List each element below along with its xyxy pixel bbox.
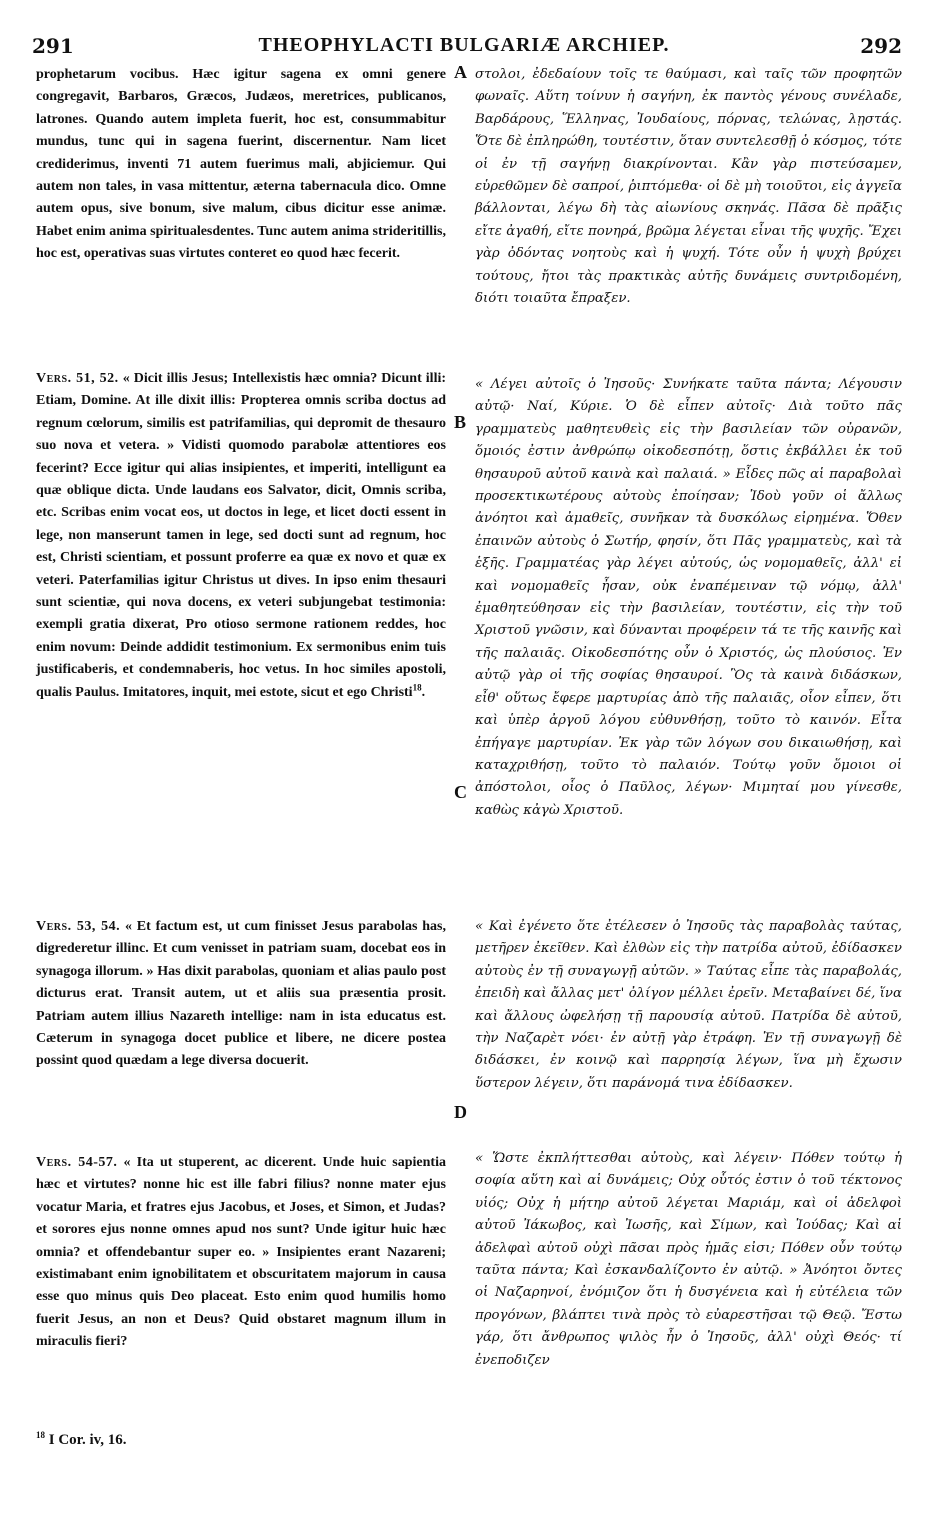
greek-paragraph-3: « Καὶ ἐγένετο ὅτε ἐτέλεσεν ὁ Ἰησοῦς τὰς παραβολὰς ταύτας, μετῆρεν ἐκεῖθεν. Καὶ ἐλθὼν εἰς τὴν πατρίδα αὐτοῦ, ἐδίδασκεν αὐτοὺς ἐν τῇ συναγωγῇ αὐτῶν. » Ταύτας εἶπε τὰς παραβολάς, ἐπειδὴ καὶ ἄλλας μετ' ὀλίγον μέλλει ἐρεῖν. Μεταβαίνει δέ, ἵνα καὶ ἄλλους ὠφελήσῃ τῇ παρουσίᾳ αὐτοῦ. Πατρίδα δὲ αὐτοῦ, τὴν Ναζαρὲτ νόει· ἐν αὐτῇ γὰρ ἐτράφη. Ἐν τῇ συναγωγῇ δὲ διδάσκει, ἐν κοινῷ καὶ παρρησίᾳ λέγων, ἵνα μὴ ἔχωσιν ὕστερον λέγειν, ὅτι παράνομά τινα ἐδίδασκεν. — [475, 919, 902, 1091]
running-header — [22, 34, 906, 60]
latin-paragraph-3 — [36, 916, 446, 1073]
footnote-text: I Cor. iv, 16. — [48, 1432, 127, 1448]
latin-paragraph-3-text: « Et factum est, ut cum finisset Jesus parabolas has, digrederetur illinc. Et cum venisset in patriam suam, docebat eos in synagoga illorum. » Has dixit parabolas, quoniam et alias paulo post dicturus erat. Transit autem, ut et aliis sua præsentia prosit. Patriam autem illius Nazareth intellige: nam in ista educatus est. Cæterum in synagoga docet publice et libere, ne dicere postea possint quod quædam a lege diversa docuerit. — [36, 919, 446, 1069]
latin-paragraph-2: Vers. 51, 52. « Dicit illis Jesus; Intellexistis hæc omnia? Dicunt illi: Etiam, Domine. At ille dixit illis: Propterea omnis scriba doctus ad regnum cœlorum, similis est patrifamilias, qui depromit de thesauro suo nova et vetera. » Vidisti quomodo parabolæ attentiores eos fecerint? Ecce igitur qui alias insipientes, et imperiti, intelligunt ea quæ oblique dicta. Unde laudans eos Salvator, dicit, Omnis scriba, etc. Scribas enim vocat eos, ut doctos in lege, et licet docti essent in lege, non manserunt tamen in lege, sed docti sunt ad regnum, hoc est, Christi scientiam, et possunt proferre ea quæ ex novo et quæ ex veteri. Paterfamilias igitur Christus ut dives. In ipso enim thesauri sunt scientiæ, qui nova docens, ex veteri subjungebat testimonia: exempli gratia dixerat, Pro otioso sermone rationem reddes, hoc enim novum: Deinde addidit testimonium. Ex sermonibus enim tuis justificaberis, et condemnaberis, hoc vetus. In hoc similes apostoli, qualis Paulus. Imitatores, inquit, mei estote, sicut et ego Christi$^{18}$. — [36, 371, 447, 700]
latin-paragraph-4 — [36, 1152, 446, 1354]
latin-paragraph-1: prophetarum vocibus. Hæc igitur sagena ex omni genere congregavit, Barbaros, Græcos, Judæos, meretrices, publicanos, latrones. Quando autem impleta fuerit, hoc est, consummabitur mundus, tunc qui in sagena fuerint, discernentur. Nam licet crediderimus, inventi 71 autem fuerimus mali, abjiciemur. Qui autem non tales, in vasa mittentur, æterna tabernacula dico. Omne autem opus, sive bonum, sive malum, cibus dicitur esse animæ. Habet enim anima spiritualesdentes. Tunc autem anima strideritillis, hoc est, operativas suas virtutes conteret eo quod hæc fecerit. — [36, 67, 446, 262]
verse-reference: Vers. 54-57. — [36, 1155, 118, 1170]
page-number-right: 292 — [860, 34, 902, 58]
latin-paragraph-4-text: « Ita ut stuperent, ac dicerent. Unde huic sapientia hæc et virtutes? nonne hic est ille fabri filius? nonne mater ejus vocatur Maria, et fratres ejus Jacobus, et Joses, et Simon, et Judas? et sorores ejus nonne omnes apud nos sunt? Unde igitur huic hæc omnia? et offendebantur super eo. » Insipientes erant Nazareni; existimabant enim ignobilitatem et obscuritatem majorum in causa esse quo minus quis Deo placeat. Esto enim quod humilis homo fuerit Jesus, an non et Deus? Quid obstaret magnum illum in miraculis fieri? — [36, 1155, 446, 1350]
section-marker-a: A — [454, 62, 467, 82]
verse-reference: Vers. 53, 54. — [36, 919, 121, 934]
footnote-number: 18 — [36, 1430, 45, 1440]
section-marker-d: D — [454, 1102, 467, 1122]
greek-paragraph-4: « Ὥστε ἐκπλήττεσθαι αὐτοὺς, καὶ λέγειν· Πόθεν τούτῳ ἡ σοφία αὕτη καὶ αἱ δυνάμεις; Οὐχ οὗτός ἐστιν ὁ τοῦ τέκτονος υἱός; Οὐχ ἡ μήτηρ αὐτοῦ λέγεται Μαριάμ, καὶ οἱ ἀδελφοὶ αὐτοῦ Ἰάκωβος, καὶ Ἰωσῆς, καὶ Σίμων, καὶ Ἰούδας; Καὶ αἱ ἀδελφαὶ αὐτοῦ οὐχὶ πᾶσαι πρὸς ἡμᾶς εἰσι; Πόθεν οὖν τούτῳ ταῦτα πάντα; Καὶ ἐσκανδαλίζοντο ἐν αὐτῷ. » Ἀνόητοι ὄντες οἱ Ναζαρηνοί, ἐνόμιζον ὅτι ἡ δυσγένεια καὶ ἡ εὐτέλεια τῶν προγόνων, βλάπτει τινὰ πρὸς τὸ εὐαρεστῆσαι τῷ Θεῷ. Ἔστω γάρ, ὅτι ἄνθρωπος ψιλὸς ἦν ὁ Ἰησοῦς, ἀλλ' οὐχὶ Θεός· τί ἐνεποδιζεν — [475, 1151, 902, 1368]
running-title: THEOPHYLACTI BULGARIÆ ARCHIEP. — [258, 34, 670, 56]
greek-paragraph-2: « Λέγει αὐτοῖς ὁ Ἰησοῦς· Συνήκατε ταῦτα πάντα; Λέγουσιν αὐτῷ· Ναί, Κύριε. Ὁ δὲ εἶπεν αὐτοῖς· Διὰ τοῦτο πᾶς γραμματεὺς μαθητευθεὶς εἰς τὴν βασιλείαν τῶν οὐρανῶν, ὅμοιός ἐστιν ἀνθρώπῳ οἰκοδεσπότῃ, ὅστις ἐκβάλλει ἐκ τοῦ θησαυροῦ αὐτοῦ καινὰ καὶ παλαιά. » Εἶδες πῶς αἱ παραβολαὶ προσεκτικωτέρους αὐτοὺς ἐποίησαν; Ἰδοὺ γοῦν οἱ ἄλλως ἀνόητοι καὶ ἀμαθεῖς, συνῆκαν τὰ δυσκόλως εἰρημένα. Ὅθεν ἐπαινῶν αὐτοὺς ὁ Σωτήρ, φησίν, ὅτι Πᾶς γραμματεὺς, καὶ τὰ ἑξῆς. Γραμματέας γὰρ λέγει αὐτούς, ὡς νομομαθεῖς, ἀλλ' εἰ καὶ νομομαθεῖς ἦσαν, οὐκ ἐναπέμειναν τῷ νόμῳ, ἀλλ' ἐμαθητεύθησαν εἰς τὴν βασιλείαν, τουτέστιν, εἰς τὴν τοῦ Χριστοῦ γνῶσιν, καὶ δύνανται προφέρειν τά τε τῆς καινῆς καὶ τῆς παλαιᾶς. Οἰκοδεσπότης οὖν ὁ Χριστός, ὡς πλούσιος. Ἐν αὐτῷ γὰρ οἱ τῆς σοφίας θησαυροί. Ὃς τὰ καινὰ διδάσκων, εἶθ' οὕτως ἔφερε μαρτυρίας ἀπὸ τῆς παλαιᾶς, οἷον εἶπεν, ὅτι καὶ ὑπὲρ ἀργοῦ λόγου εὐθυνθήσῃ, τοῦτο τὸ καινόν. Εἶτα ἐπήγαγε μαρτυρίαν. Ἐκ γὰρ τῶν λόγων σου δικαιωθήσῃ, καὶ καταχριθήσῃ, τοῦτο τὸ παλαιόν. Τούτῳ γοῦν ὅμοιοι οἱ ἀπόστολοι, οἷος ὁ Παῦλος, λέγων· Μιμηταί μου γίνεσθε, καθὼς κἀγὼ Χριστοῦ. — [475, 377, 902, 818]
section-marker-b: B — [454, 412, 467, 432]
page-number-left: 291 — [32, 34, 74, 58]
footnote — [36, 1432, 127, 1449]
section-marker-c: C — [454, 782, 467, 802]
footnote-ref: 18 — [412, 682, 422, 693]
greek-paragraph-1: στολοι, ἐδεδαίουν τοῖς τε θαύμασι, καὶ ταῖς τῶν προφητῶν φωναῖς. Αὕτη τοίνυν ἡ σαγήνη, ἐκ παντὸς γένους συνέλαδε, Βαρδάρους, Ἕλληνας, Ἰουδαίους, πόρνας, τελώνας, λῃστάς. Ὅτε δὲ ἐπληρώθη, τουτέστιν, ὅταν συντελεσθῇ ὁ κόσμος, τότε οἱ ἐν τῇ σαγήνῃ διακρίνονται. Κἂν γὰρ πιστεύσαμεν, εὑρεθῶμεν δὲ σαπροί, ῥιπτόμεθα· οἱ δὲ μὴ τοιοῦτοι, εἰς ἀγγεῖα βάλλονται, λέγω δὴ τὰς αἰωνίους σκηνάς. Πᾶσα δὲ πρᾶξις εἴτε ἀγαθή, εἴτε πονηρά, βρῶμα λέγεται εἶναι τῆς ψυχῆς. Ἔχει γὰρ ὀδόντας νοητοὺς καὶ ἡ ψυχή. Τότε οὖν ἡ ψυχὴ βρύχει τούτους, ἤτοι τὰς πρακτικὰς αὐτῆς δυνάμεις συντριδομένη, διότι τοιαῦτα ἔπραξεν. — [475, 67, 902, 307]
latin-paragraph-2-text: « Dicit illis Jesus; Intellexistis hæc omnia? Dicunt illi: Etiam, Domine. At ille dixit illis: Propterea omnis scriba doctus ad regnum cœlorum, similis est patrifamilias, qui depromit de thesauro suo nova et vetera. » Vidisti quomodo parabolæ attentiores eos fecerint? Ecce igitur qui alias insipientes, et imperiti, intelligunt ea quæ oblique dicta. Unde laudans eos Salvator, dicit, Omnis scriba, etc. Scribas enim vocat eos, ut doctos in lege, et licet docti essent in lege, non manserunt tamen in lege, sed docti sunt ad regnum, hoc est, Christi scientiam, et possunt proferre ea quæ ex novo et quæ ex veteri. Paterfamilias igitur Christus ut dives. In ipso enim thesauri sunt scientiæ, qui nova docens, ex veteri subjungebat testimonia: exempli gratia dixerat, Pro otioso sermone rationem reddes, hoc enim novum: Deinde addidit testimonium. Ex sermonibus enim tuis justificaberis, et condemnaberis, hoc vetus. In hoc similes apostoli, qualis Paulus. Imitatores, inquit, mei estote, sicut et ego Christi — [36, 371, 447, 700]
verse-reference: Vers. 51, 52. — [36, 371, 119, 386]
